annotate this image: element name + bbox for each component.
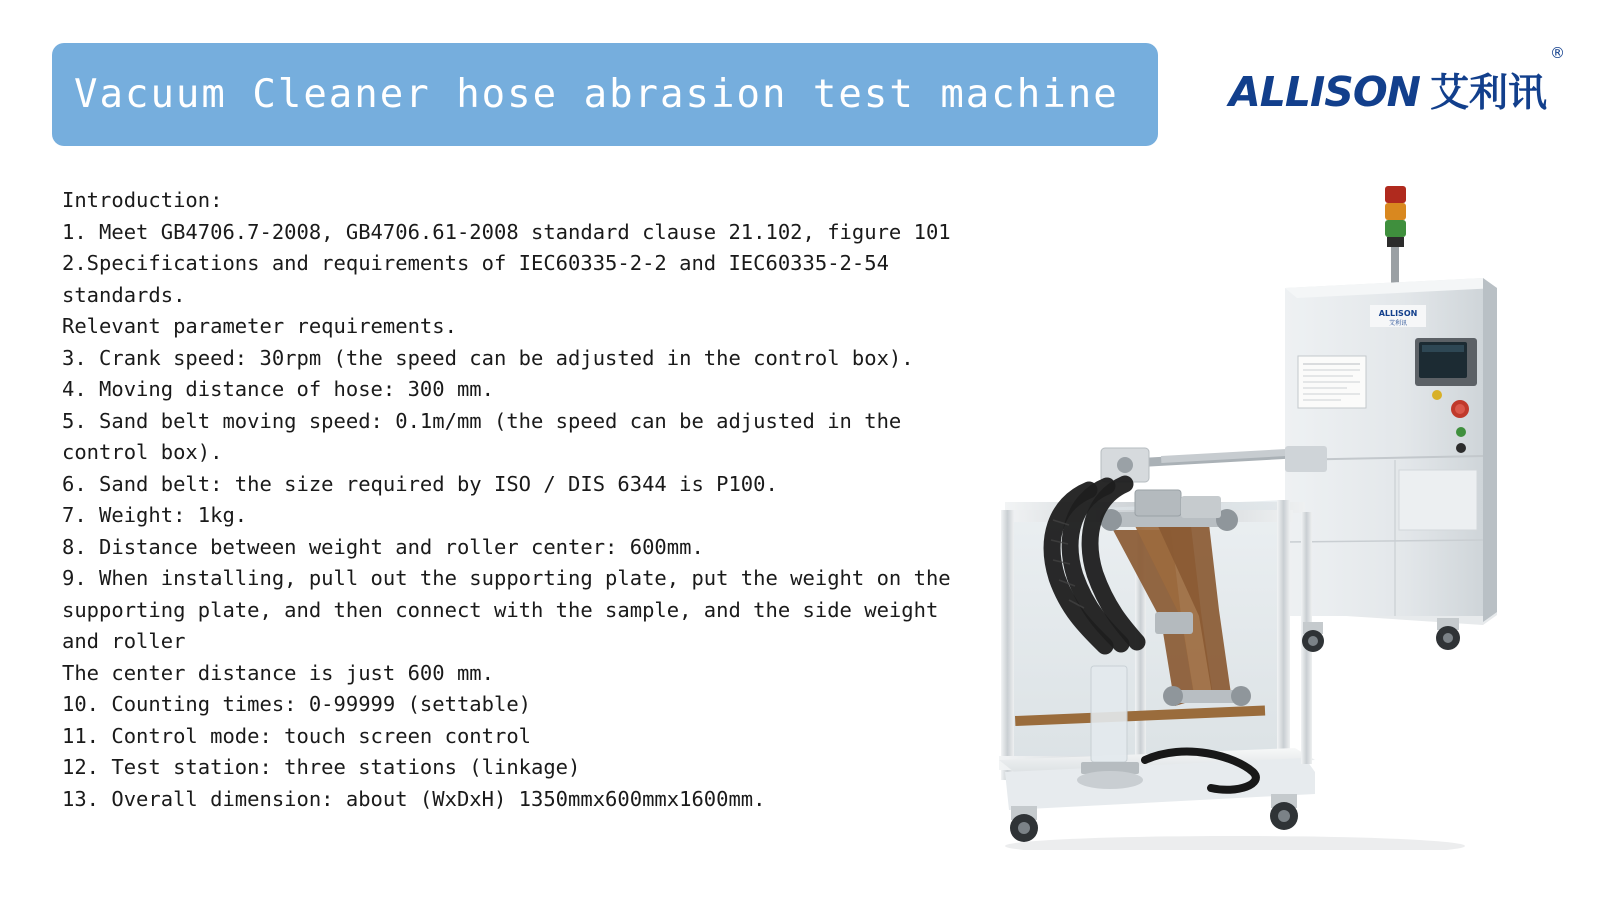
company-logo bbox=[1217, 44, 1565, 142]
logo-inner bbox=[1229, 44, 1565, 118]
introduction-line: 13. Overall dimension: about (WxDxH) 1350mmx600mmx1600mm. bbox=[62, 786, 766, 811]
introduction-text-block bbox=[62, 185, 972, 815]
introduction-line: 8. Distance between weight and roller center: 600mm. bbox=[62, 534, 704, 559]
stop-button[interactable] bbox=[1456, 443, 1466, 453]
svg-text:ALLISON: ALLISON bbox=[1378, 309, 1418, 318]
emergency-stop-button[interactable] bbox=[1451, 400, 1469, 418]
introduction-line: 2.Specifications and requirements of IEC60335-2-2 and IEC60335-2-54 standards. bbox=[62, 251, 902, 307]
introduction-line: 10. Counting times: 0-99999 (settable) bbox=[62, 692, 531, 716]
logo-chinese-text: 艾利讯 bbox=[1429, 71, 1547, 116]
introduction-line: 9. When installing, pull out the supporting plate, put the weight on the supporting plate, and then connect with the sample, and the side weight and roller bbox=[62, 566, 963, 653]
introduction-line: Relevant parameter requirements. bbox=[62, 314, 457, 338]
start-button[interactable] bbox=[1456, 427, 1466, 437]
introduction-line: 11. Control mode: touch screen control bbox=[62, 723, 531, 748]
page-title: Vacuum Cleaner hose abrasion test machine bbox=[74, 72, 1119, 117]
machine-brand-plate bbox=[1370, 305, 1426, 327]
introduction-line: 7. Weight: 1kg. bbox=[62, 503, 248, 527]
touch-screen-panel[interactable] bbox=[1415, 338, 1477, 386]
introduction-line: 4. Moving distance of hose: 300 mm. bbox=[62, 377, 494, 401]
introduction-line: 6. Sand belt: the size required by ISO / DIS 6344 is P100. bbox=[62, 471, 778, 496]
introduction-line: The center distance is just 600 mm. bbox=[62, 660, 494, 685]
introduction-line: 1. Meet GB4706.7-2008, GB4706.61-2008 standard clause 21.102, figure 101 bbox=[62, 219, 951, 244]
logo-latin-text: ALLISON bbox=[1229, 68, 1420, 116]
product-photo bbox=[985, 160, 1545, 850]
registered-trademark-icon: ® bbox=[1550, 44, 1565, 62]
introduction-line: 12. Test station: three stations (linkage) bbox=[62, 755, 581, 779]
introduction-heading: Introduction: bbox=[62, 188, 223, 212]
instruction-label bbox=[1298, 356, 1366, 408]
indicator-lamp-icon bbox=[1432, 390, 1442, 400]
svg-text:艾利讯: 艾利讯 bbox=[1388, 320, 1408, 327]
title-banner bbox=[52, 43, 1158, 146]
machine-illustration bbox=[985, 160, 1545, 850]
introduction-line: 3. Crank speed: 30rpm (the speed can be adjusted in the control box). bbox=[62, 345, 914, 370]
introduction-line: 5. Sand belt moving speed: 0.1m/mm (the speed can be adjusted in the control box). bbox=[62, 408, 914, 464]
